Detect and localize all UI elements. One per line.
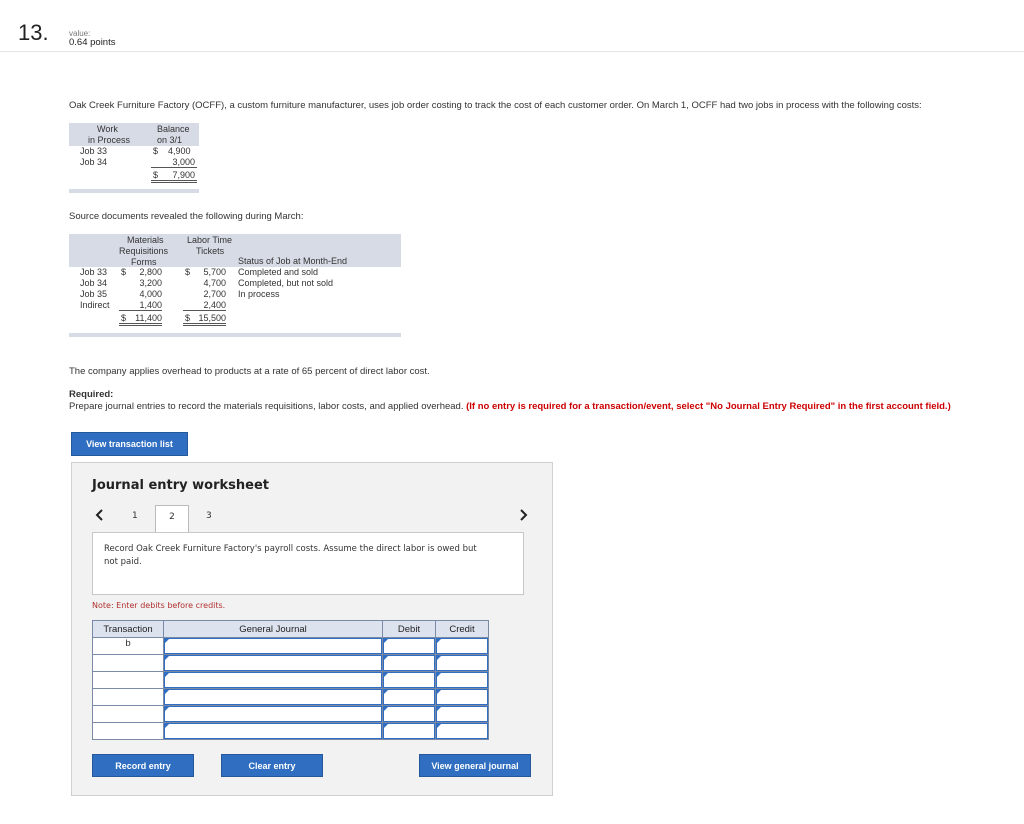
points-value: 0.64 points — [69, 37, 116, 48]
wip-header-col2-line1: Balance — [157, 124, 190, 134]
source-row-labor: 5,700 — [203, 267, 226, 277]
status-header: Status of Job at Month-End — [238, 256, 348, 266]
labor-total: 15,500 — [183, 313, 226, 326]
required-line — [69, 401, 951, 412]
transaction-cell — [93, 672, 164, 689]
transaction-cell — [93, 655, 164, 672]
journal-grid-header — [93, 621, 489, 638]
journal-row — [93, 689, 489, 706]
next-page-icon[interactable] — [516, 507, 531, 523]
credit-field[interactable] — [436, 723, 489, 740]
transaction-column-header: Transaction — [93, 621, 164, 638]
instruction-box — [92, 532, 524, 595]
labor-header-line2: Tickets — [196, 246, 225, 256]
source-row-job: Job 35 — [80, 289, 108, 299]
source-row-labor: 4,700 — [203, 278, 226, 288]
credit-column-header: Credit — [436, 621, 489, 638]
value-label: value: — [69, 29, 91, 38]
debit-credit-note: Note: Enter debits before credits. — [92, 601, 226, 610]
page-tab-3[interactable]: 3 — [206, 511, 212, 521]
source-row-status: In process — [238, 289, 280, 299]
account-field[interactable] — [164, 723, 383, 740]
credit-field[interactable] — [436, 689, 489, 706]
credit-field[interactable] — [436, 706, 489, 723]
debit-field[interactable] — [383, 689, 436, 706]
account-field[interactable] — [164, 689, 383, 706]
source-footer-band — [69, 333, 401, 337]
required-text: Prepare journal entries to record the materials requisitions, labor costs, and applied overhead. — [69, 401, 464, 412]
source-row-mat-dollar: $ — [121, 267, 127, 277]
journal-row — [93, 672, 489, 689]
wip-total: 7,900 — [151, 170, 197, 183]
credit-field[interactable] — [436, 655, 489, 672]
view-transaction-list-button[interactable]: View transaction list — [71, 432, 188, 456]
source-row-labor: 2,400 — [183, 300, 226, 311]
account-field[interactable] — [164, 672, 383, 689]
credit-field[interactable] — [436, 638, 489, 655]
debit-field[interactable] — [383, 723, 436, 740]
source-row-status: Completed and sold — [238, 267, 319, 277]
question-number: 13. — [18, 20, 49, 45]
debit-field[interactable] — [383, 655, 436, 672]
transaction-cell — [93, 723, 164, 740]
mat-header-line2: Requisitions — [119, 246, 169, 256]
worksheet-title: Journal entry worksheet — [92, 478, 269, 493]
wip-table — [69, 123, 199, 193]
transaction-cell: b — [93, 638, 164, 655]
source-row-materials: 2,800 — [139, 267, 162, 277]
instruction-text: Record Oak Creek Furniture Factory's payroll costs. Assume the direct labor is owed but not paid. — [104, 544, 477, 567]
wip-row-amount: 4,900 — [168, 146, 191, 156]
journal-row — [93, 723, 489, 740]
record-entry-button[interactable]: Record entry — [92, 754, 194, 777]
page-tab-1[interactable]: 1 — [132, 511, 138, 521]
view-general-journal-button[interactable]: View general journal — [419, 754, 531, 777]
account-field[interactable] — [164, 638, 383, 655]
source-row-lab-dollar: $ — [185, 267, 191, 277]
source-row-labor: 2,700 — [203, 289, 226, 299]
account-field[interactable] — [164, 655, 383, 672]
clear-entry-button[interactable]: Clear entry — [221, 754, 323, 777]
mat-header-line3: Forms — [131, 257, 157, 267]
source-row-job: Indirect — [80, 300, 110, 310]
wip-row-job: Job 33 — [80, 146, 108, 156]
materials-total: 11,400 — [119, 313, 162, 326]
debit-column-header: Debit — [383, 621, 436, 638]
prev-page-icon[interactable] — [92, 507, 107, 523]
journal-row — [93, 706, 489, 723]
overhead-text: The company applies overhead to products at a rate of 65 percent of direct labor cost. — [69, 366, 430, 377]
source-row-job: Job 34 — [80, 278, 108, 288]
required-note: (If no entry is required for a transaction/event, select "No Journal Entry Required" in the first account field.) — [466, 401, 951, 412]
materials-total-dollar: $ — [121, 313, 127, 323]
intro-text: Oak Creek Furniture Factory (OCFF), a custom furniture manufacturer, uses job order costing to track the cost of each customer order. On March 1, OCFF had two jobs in process with the following costs: — [69, 100, 922, 111]
source-text: Source documents revealed the following during March: — [69, 211, 304, 222]
wip-total-dollar: $ — [153, 170, 159, 180]
credit-field[interactable] — [436, 672, 489, 689]
source-row-status: Completed, but not sold — [238, 278, 334, 288]
transaction-cell — [93, 689, 164, 706]
labor-header-line1: Labor Time — [187, 235, 233, 245]
transaction-cell — [93, 706, 164, 723]
wip-header-col1-line1: Work — [97, 124, 118, 134]
wip-row-job: Job 34 — [80, 157, 108, 167]
source-row-job: Job 33 — [80, 267, 108, 277]
account-field[interactable] — [164, 706, 383, 723]
wip-header-col2-line2: on 3/1 — [157, 135, 183, 145]
wip-header-col1-line2: in Process — [88, 135, 131, 145]
source-table — [69, 234, 401, 334]
header-divider — [0, 51, 1024, 52]
source-row-materials: 4,000 — [139, 289, 162, 299]
required-label: Required: — [69, 389, 114, 400]
general-journal-column-header: General Journal — [164, 621, 383, 638]
wip-footer-band — [69, 189, 199, 193]
journal-row — [93, 655, 489, 672]
journal-entry-worksheet — [71, 462, 553, 796]
debit-field[interactable] — [383, 638, 436, 655]
wip-row-amount: 3,000 — [151, 157, 197, 168]
page-tab-2-active[interactable]: 2 — [155, 505, 189, 532]
source-row-materials: 3,200 — [139, 278, 162, 288]
source-row-materials: 1,400 — [119, 300, 162, 311]
labor-total-dollar: $ — [185, 313, 191, 323]
debit-field[interactable] — [383, 672, 436, 689]
mat-header-line1: Materials — [127, 235, 164, 245]
journal-row — [93, 638, 489, 655]
debit-field[interactable] — [383, 706, 436, 723]
journal-grid — [92, 620, 489, 740]
wip-row-dollar: $ — [153, 146, 159, 156]
